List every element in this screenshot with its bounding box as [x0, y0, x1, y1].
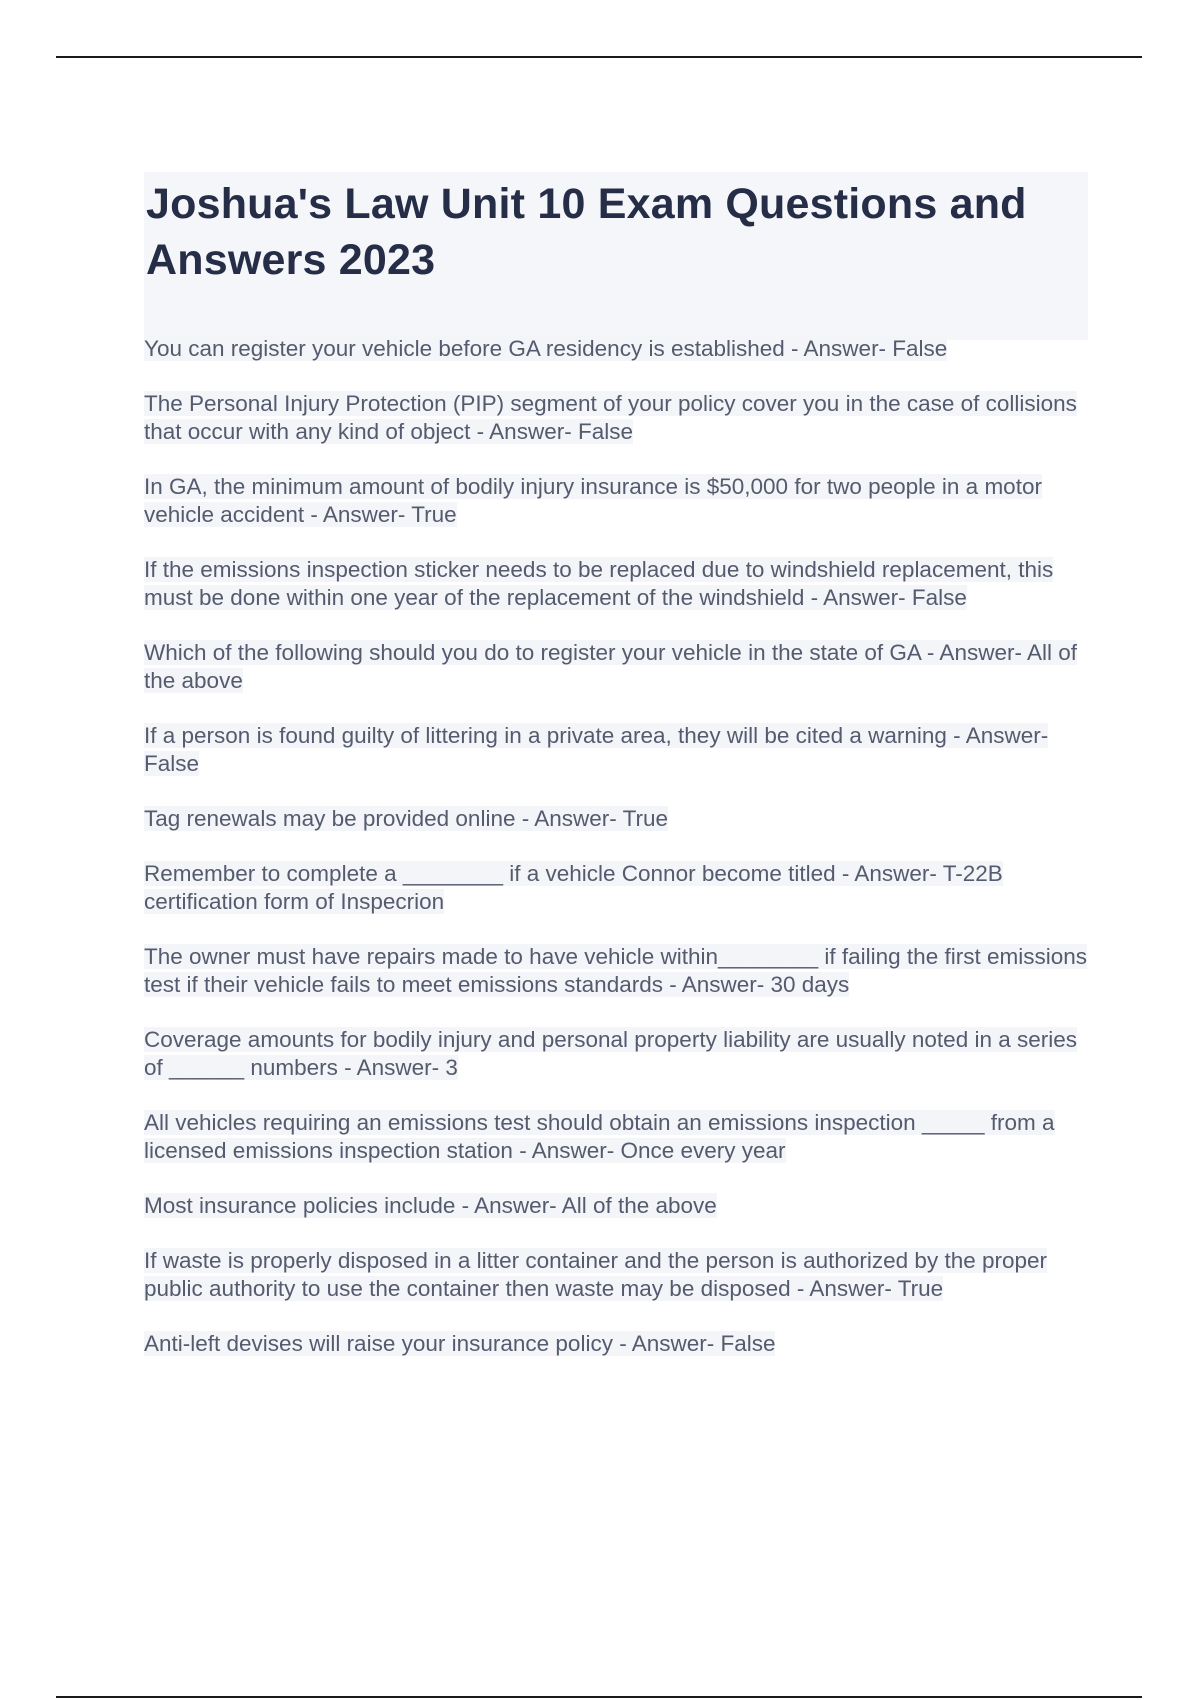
title-block	[144, 172, 1088, 340]
qa-item	[144, 722, 1094, 778]
qa-item	[144, 639, 1094, 695]
qa-item	[144, 860, 1094, 916]
qa-text: Most insurance policies include - Answer- All of the above	[144, 1193, 717, 1218]
qa-text: The Personal Injury Protection (PIP) segment of your policy cover you in the case of collisions that occur with any kind of object - Answer- False	[144, 391, 1077, 444]
qa-item	[144, 335, 1094, 363]
qa-text: If waste is properly disposed in a litter container and the person is authorized by the proper public authority to use the container then waste may be disposed - Answer- True	[144, 1248, 1048, 1301]
qa-item	[144, 1026, 1094, 1082]
qa-item	[144, 473, 1094, 529]
qa-text: All vehicles requiring an emissions test should obtain an emissions inspection _____ from a licensed emissions inspection station - Answer- Once every year	[144, 1110, 1055, 1163]
qa-text: Which of the following should you do to register your vehicle in the state of GA - Answer- All of the above	[144, 640, 1077, 693]
bottom-divider	[56, 1696, 1142, 1698]
qa-item	[144, 556, 1094, 612]
qa-item	[144, 390, 1094, 446]
qa-list	[144, 335, 1094, 1385]
qa-item	[144, 805, 1094, 833]
document-title: Joshua's Law Unit 10 Exam Questions and Answers 2023	[146, 180, 1027, 284]
qa-item	[144, 1192, 1094, 1220]
qa-text: You can register your vehicle before GA residency is established - Answer- False	[144, 336, 948, 361]
qa-text: The owner must have repairs made to have vehicle within________ if failing the first emissions test if their vehicle fails to meet emissions standards - Answer- 30 days	[144, 944, 1087, 997]
qa-text: If a person is found guilty of littering in a private area, they will be cited a warning - Answer- False	[144, 723, 1049, 776]
qa-item	[144, 1109, 1094, 1165]
qa-text: In GA, the minimum amount of bodily injury insurance is $50,000 for two people in a motor vehicle accident - Answer- True	[144, 474, 1042, 527]
qa-text: Coverage amounts for bodily injury and personal property liability are usually noted in a series of ______ numbers - Answer- 3	[144, 1027, 1078, 1080]
qa-text: Anti-left devises will raise your insurance policy - Answer- False	[144, 1331, 776, 1356]
top-divider	[56, 56, 1142, 58]
qa-item	[144, 943, 1094, 999]
qa-item	[144, 1247, 1094, 1303]
qa-item	[144, 1330, 1094, 1358]
qa-text: If the emissions inspection sticker needs to be replaced due to windshield replacement, this must be done within one year of the replacement of the windshield - Answer- False	[144, 557, 1054, 610]
qa-text: Tag renewals may be provided online - Answer- True	[144, 806, 669, 831]
qa-text: Remember to complete a ________ if a vehicle Connor become titled - Answer- T-22B certification form of Inspecrion	[144, 861, 1003, 914]
